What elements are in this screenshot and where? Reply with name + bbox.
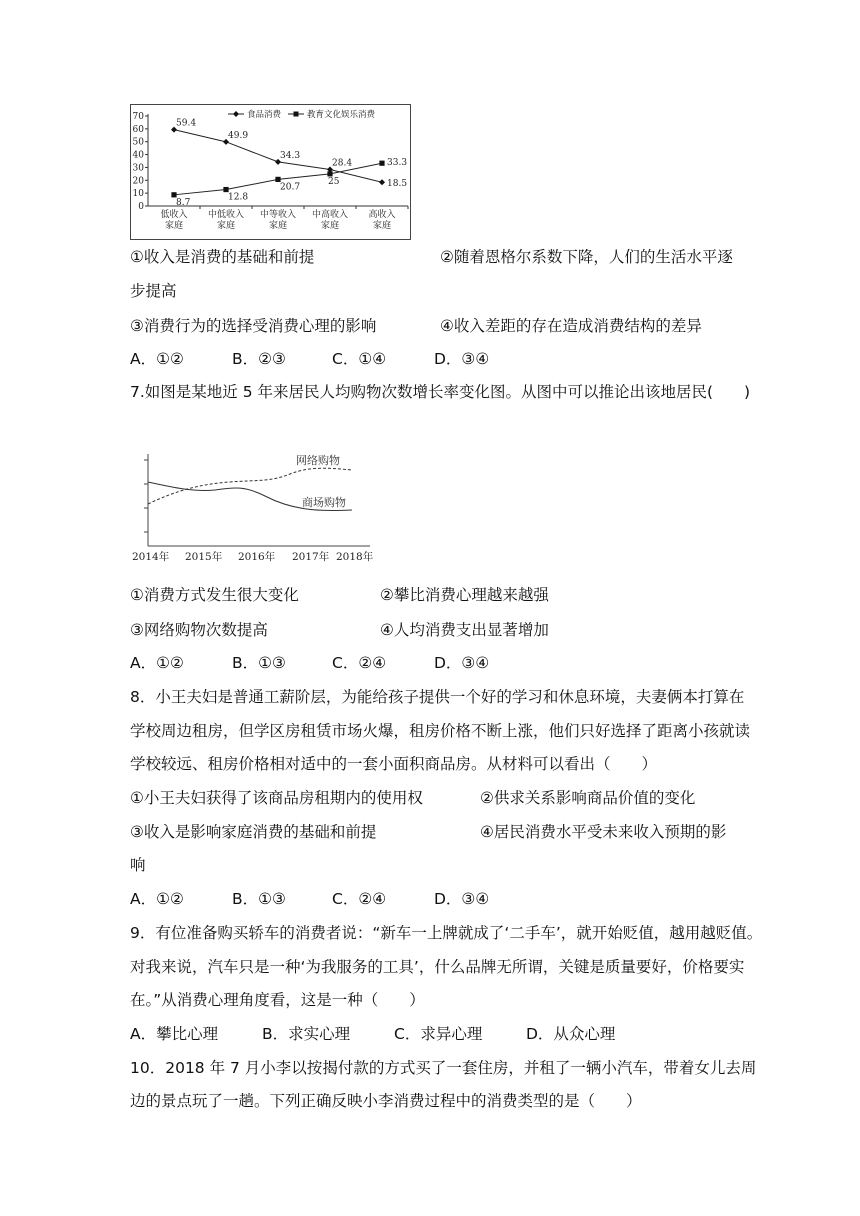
q9-answer-d: D．从众心理 <box>526 1025 616 1043</box>
data-label: 59.4 <box>176 118 197 129</box>
q7-option-1: ①消费方式发生很大变化 <box>130 586 299 604</box>
y-tick-label: 50 <box>132 137 144 148</box>
x-tick-label: 家庭 <box>320 221 340 231</box>
q6-option-2: ②随着恩格尔系数下降，人们的生活水平逐 <box>440 248 733 266</box>
q7-option-3: ③网络购物次数提高 <box>130 621 268 639</box>
chart-legend <box>228 109 376 120</box>
education-point <box>275 177 280 182</box>
q6-option-3: ③消费行为的选择受消费心理的影响 <box>130 317 377 335</box>
q10-stem-line-2: 边的景点玩了一趟。下列正确反映小李消费过程中的消费类型的是（ ） <box>130 1092 642 1110</box>
education-point <box>379 161 384 166</box>
q9-stem-line-1: 9．有位准备购买轿车的消费者说：“新车一上牌就成了‘二手车’，就开始贬值，越用越贬值。 <box>130 924 763 942</box>
q8-option-3: ③收入是影响家庭消费的基础和前提 <box>130 823 377 841</box>
data-label: 20.7 <box>280 182 301 193</box>
q9-answer-c: C．求异心理 <box>394 1025 483 1043</box>
q6-option-2-cont: 步提高 <box>130 282 177 300</box>
legend-education-marker <box>294 112 299 117</box>
q6-option-4: ④收入差距的存在造成消费结构的差异 <box>440 317 702 335</box>
q8-answer-d: D．③④ <box>434 890 490 908</box>
q8-answer-b: B．①③ <box>232 890 286 908</box>
q8-option-4-cont: 响 <box>130 856 146 874</box>
q6-option-1: ①收入是消费的基础和前提 <box>130 248 315 266</box>
q8-option-1: ①小王夫妇获得了该商品房租期内的使用权 <box>130 789 423 807</box>
data-label: 49.9 <box>228 130 249 141</box>
q9-answer-a: A．攀比心理 <box>130 1025 219 1043</box>
x-tick-label: 2018年 <box>336 551 374 563</box>
x-tick-label: 中高收入 <box>311 210 349 220</box>
x-tick-label: 2016年 <box>238 551 276 563</box>
x-tick-label: 2017年 <box>292 551 330 563</box>
q8-option-4: ④居民消费水平受未来收入预期的影 <box>480 823 727 841</box>
x-tick-label: 中低收入 <box>207 210 245 220</box>
legend-food-marker <box>233 111 239 117</box>
x-tick-label: 家庭 <box>216 221 236 231</box>
x-tick-label: 低收入 <box>160 210 188 220</box>
q8-stem-line-3: 学校较远、租房价格相对适中的一套小面积商品房。从材料可以看出（ ） <box>130 755 658 773</box>
q7-answer-c: C．②④ <box>332 654 387 672</box>
q7-stem: 7.如图是某地近 5 年来居民人均购物次数增长率变化图。从图中可以推论出该地居民( ) <box>130 383 751 401</box>
x-tick-label: 高收入 <box>368 210 396 220</box>
legend-education-label: 教育文化娱乐消费 <box>307 110 376 120</box>
q6-answer-a: A．①② <box>130 350 184 368</box>
y-tick-label: 0 <box>138 202 144 212</box>
series-label-online: 网络购物 <box>296 454 340 467</box>
legend-food-label: 食品消费 <box>247 110 282 120</box>
data-label: 28.4 <box>332 158 353 169</box>
data-label: 33.3 <box>387 158 408 169</box>
q8-answer-a: A．①② <box>130 890 184 908</box>
data-label: 8.7 <box>176 197 191 208</box>
q8-stem-line-2: 学校周边租房，但学区房租赁市场火爆，租房价格不断上涨，他们只好选择了距离小孩就读 <box>130 722 751 740</box>
x-tick-label: 2015年 <box>185 551 223 563</box>
y-tick-label: 40 <box>132 150 144 161</box>
x-tick-label: 2014年 <box>132 551 170 563</box>
series-line-food <box>174 130 382 183</box>
education-point <box>223 187 228 192</box>
x-tick-label: 家庭 <box>268 221 288 231</box>
y-tick-label: 20 <box>132 176 144 187</box>
data-label: 25 <box>328 176 340 187</box>
y-tick-label: 70 <box>132 112 144 122</box>
shopping-trend-chart <box>130 446 380 570</box>
q7-answer-b: B．①③ <box>232 654 286 672</box>
series-label-mall: 商场购物 <box>302 496 346 509</box>
data-label: 12.8 <box>228 192 249 203</box>
data-label: 34.3 <box>280 150 301 161</box>
q6-answer-c: C．①④ <box>332 350 387 368</box>
chart-series <box>171 119 407 208</box>
q7-answer-a: A．①② <box>130 654 184 672</box>
q9-stem-line-3: 在。”从消费心理角度看，这是一种（ ） <box>130 991 425 1009</box>
q9-answer-b: B．求实心理 <box>262 1025 351 1043</box>
food-point <box>379 179 385 185</box>
x-tick-label: 中等收入 <box>259 210 297 220</box>
education-point <box>171 192 176 197</box>
q6-answer-b: B．②③ <box>232 350 286 368</box>
y-tick-label: 60 <box>132 124 144 135</box>
q8-option-2: ②供求关系影响商品价值的变化 <box>480 789 696 807</box>
income-consumption-chart <box>130 104 412 240</box>
q7-answer-d: D．③④ <box>434 654 490 672</box>
q6-answer-d: D．③④ <box>434 350 490 368</box>
x-axis-labels <box>160 206 408 231</box>
x-tick-label: 家庭 <box>372 221 392 231</box>
q7-option-2: ②攀比消费心理越来越强 <box>380 586 549 604</box>
y-tick-label: 10 <box>132 189 144 200</box>
q7-option-4: ④人均消费支出显著增加 <box>380 621 549 639</box>
q8-answer-c: C．②④ <box>332 890 387 908</box>
data-label: 18.5 <box>387 179 408 190</box>
education-point <box>327 171 332 176</box>
q10-stem-line-1: 10．2018 年 7 月小李以按揭付款的方式买了一套住房，并租了一辆小汽车，带着女儿去周 <box>130 1059 757 1077</box>
q8-stem-line-1: 8．小王夫妇是普通工薪阶层，为能给孩子提供一个好的学习和休息环境，夫妻俩本打算在 <box>130 688 745 706</box>
x-tick-label: 家庭 <box>164 221 184 231</box>
y-tick-label: 30 <box>132 163 144 174</box>
q9-stem-line-2: 对我来说，汽车只是一种‘为我服务的工具’，什么品牌无所谓，关键是质量要好，价格要实 <box>130 958 745 976</box>
